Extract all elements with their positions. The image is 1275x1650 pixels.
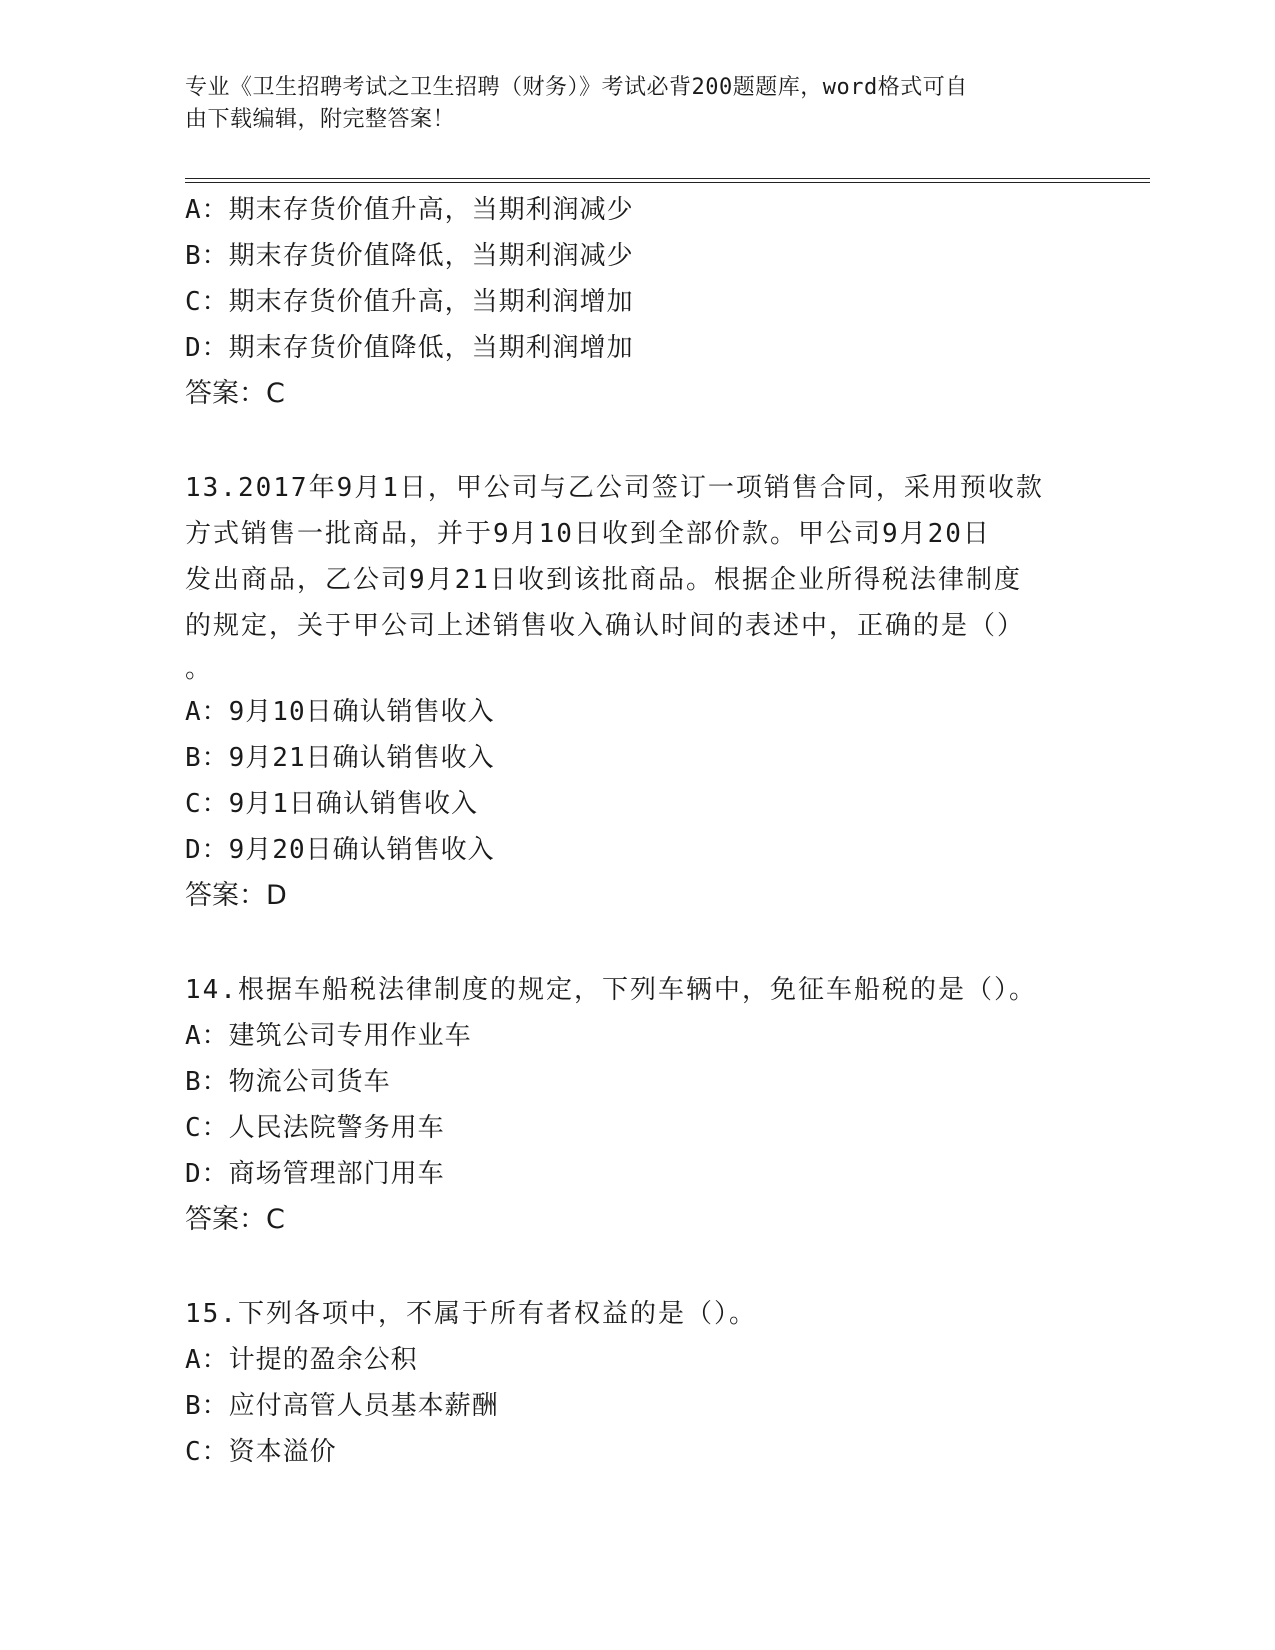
question-text-line: 方式销售一批商品，并于9月10日收到全部价款。甲公司9月20日 bbox=[185, 519, 991, 549]
question-text-line: 发出商品，乙公司9月21日收到该批商品。根据企业所得税法律制度 bbox=[185, 565, 1022, 595]
option-b: B：期末存货价值降低，当期利润减少 bbox=[185, 241, 634, 271]
question-14 bbox=[185, 967, 1085, 1243]
spacer bbox=[185, 417, 1085, 465]
question-13 bbox=[185, 465, 1085, 919]
spacer bbox=[185, 919, 1085, 967]
document-header bbox=[185, 72, 1065, 136]
header-line-1: 专业《卫生招聘考试之卫生招聘（财务）》考试必背200题题库，word格式可自 bbox=[185, 75, 968, 100]
spacer bbox=[185, 1243, 1085, 1291]
option-d: D：9月20日确认销售收入 bbox=[185, 835, 495, 865]
option-c: C：9月1日确认销售收入 bbox=[185, 789, 478, 819]
question-15 bbox=[185, 1291, 1085, 1475]
option-c: C：人民法院警务用车 bbox=[185, 1113, 445, 1143]
answer: 答案：D bbox=[185, 880, 287, 911]
option-b: B：9月21日确认销售收入 bbox=[185, 743, 495, 773]
option-c: C：资本溢价 bbox=[185, 1437, 337, 1467]
option-b: B：物流公司货车 bbox=[185, 1067, 391, 1097]
option-a: A：计提的盈余公积 bbox=[185, 1345, 418, 1375]
option-a: A：期末存货价值升高，当期利润减少 bbox=[185, 195, 634, 225]
question-text-line: 的规定，关于甲公司上述销售收入确认时间的表述中，正确的是（） bbox=[185, 611, 1026, 641]
option-c: C：期末存货价值升高，当期利润增加 bbox=[185, 287, 634, 317]
question-text-line: 。 bbox=[185, 654, 214, 684]
option-a: A：建筑公司专用作业车 bbox=[185, 1021, 472, 1051]
option-a: A：9月10日确认销售收入 bbox=[185, 697, 495, 727]
question-text: 15.下列各项中，不属于所有者权益的是（）。 bbox=[185, 1299, 757, 1329]
answer: 答案：C bbox=[185, 378, 285, 409]
option-d: D：商场管理部门用车 bbox=[185, 1159, 445, 1189]
header-divider-bottom bbox=[185, 182, 1150, 183]
header-line-2: 由下载编辑，附完整答案！ bbox=[185, 107, 456, 132]
header-divider-top bbox=[185, 178, 1150, 179]
question-text: 14.根据车船税法律制度的规定，下列车辆中，免征车船税的是（）。 bbox=[185, 975, 1037, 1005]
option-d: D：期末存货价值降低，当期利润增加 bbox=[185, 333, 634, 363]
question-list bbox=[185, 187, 1085, 1475]
question-text-line: 13.2017年9月1日，甲公司与乙公司签订一项销售合同，采用预收款 bbox=[185, 473, 1044, 503]
question-12 bbox=[185, 187, 1085, 417]
answer: 答案：C bbox=[185, 1204, 285, 1235]
option-b: B：应付高管人员基本薪酬 bbox=[185, 1391, 499, 1421]
